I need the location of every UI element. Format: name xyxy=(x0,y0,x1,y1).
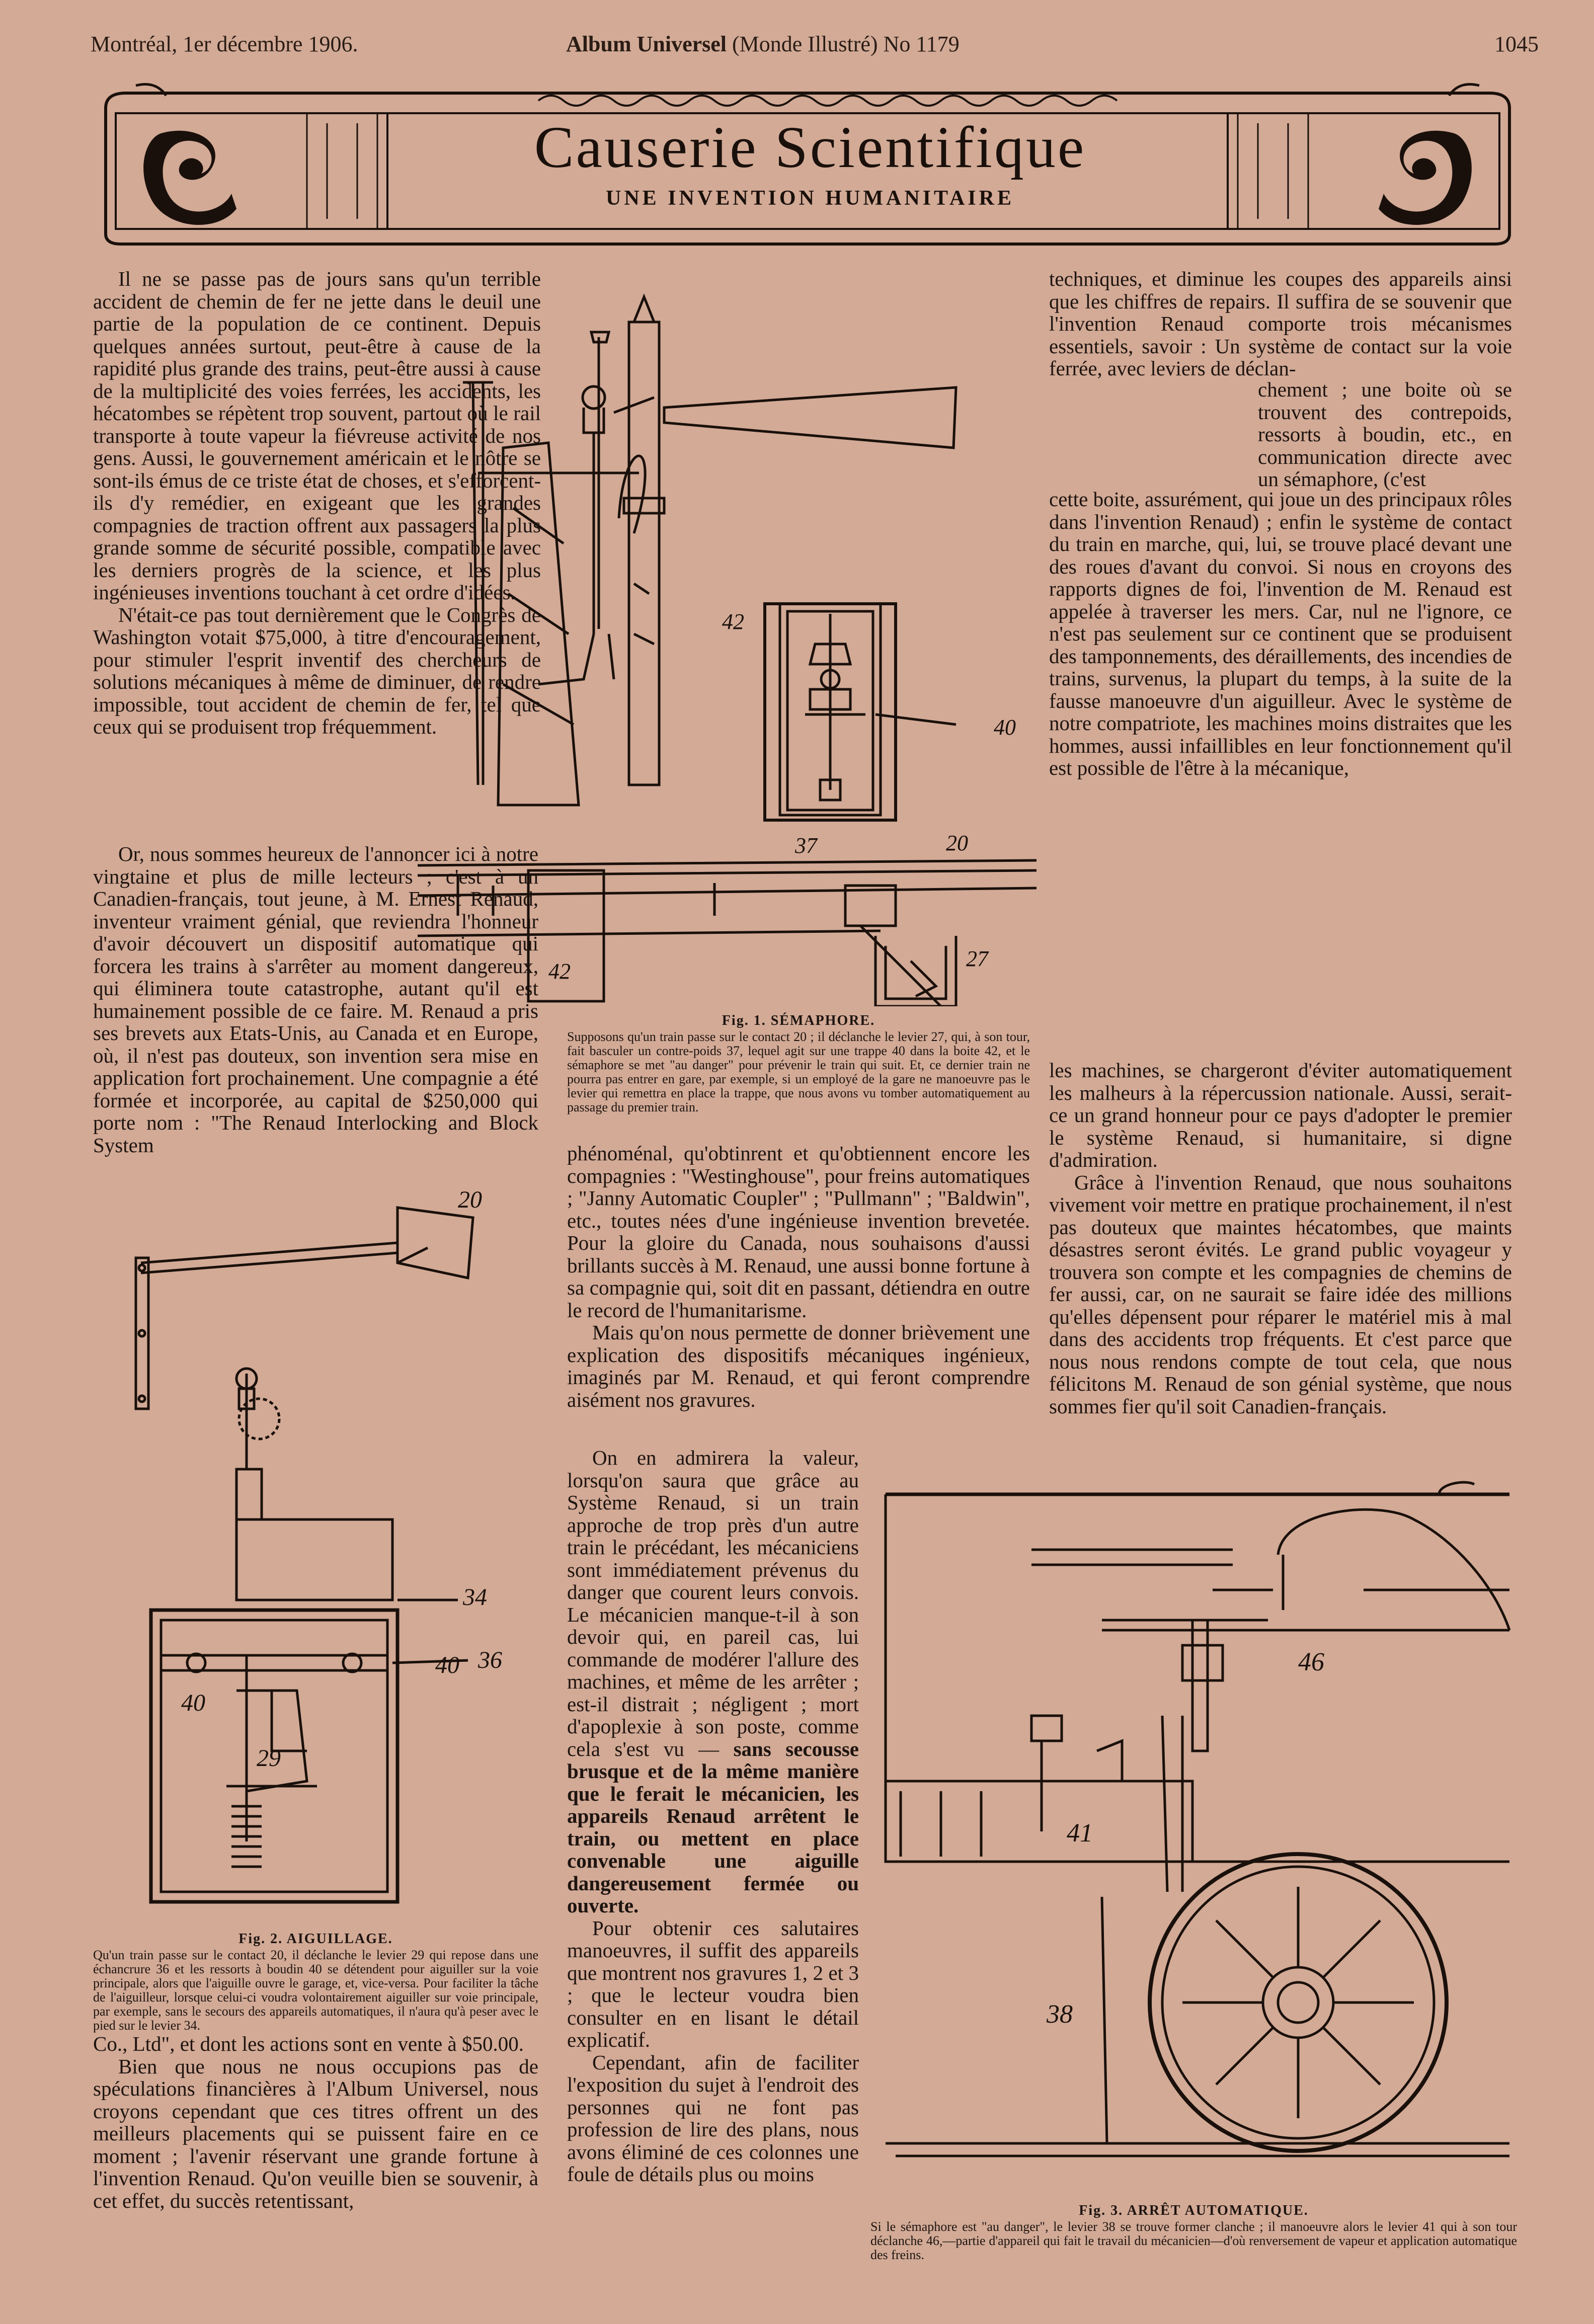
article-column-2-narrow xyxy=(567,1447,859,2186)
article-column-3-top xyxy=(1049,268,1512,380)
figure-label: 46 xyxy=(1298,1648,1324,1676)
figure-label: 38 xyxy=(1047,2000,1073,2029)
paragraph: phénoménal, qu'obtinrent et qu'obtiennent encore les compagnies : "Westinghouse", pour freins automatiques ; "Janny Automatic Coupler" ; "Pullmann" ; "Baldwin", etc., toutes nées d'une ingénieuse invention brevetée. Pour la gloire du Canada, nous souhaisons d'aussi brillants succès à M. Renaud, une aussi bonne fortune à sa compagnie qui, soit dit en passant, détiendra en outre le record de l'humanitarisme. xyxy=(567,1142,1030,1322)
figure-label: 41 xyxy=(1067,1819,1093,1848)
figure-label: 42 xyxy=(722,609,744,634)
paragraph: Co., Ltd", et dont les actions sont en vente à $50.00. xyxy=(93,2032,524,2055)
paragraph: Cependant, afin de faciliter l'exposition du sujet à l'endroit des personnes qui ne font pas profession de lire des plans, nous avons éliminé de ces colonnes une foule de détails plus ou moins xyxy=(567,2050,859,2186)
figure-automatic-stop xyxy=(881,1479,1515,2199)
figure-label: 42 xyxy=(548,959,571,984)
running-head-date: Montréal, 1er décembre 1906. xyxy=(91,32,358,56)
figure-1-caption xyxy=(567,1014,1030,1114)
paragraph: techniques, et diminue les coupes des appareils ainsi que les chiffres de repairs. Il suffira de se souvenir que l'invention Renaud comporte trois mécanismes essentiels, savoir : Un système de contact sur la voie ferrée, avec leviers de déclan- xyxy=(1049,267,1512,380)
paragraph: Or, nous sommes heureux de l'annoncer ici à notre vingtaine et plus de mille lecteurs ; c'est à un Canadien-français, tout jeune, à M. Ernest Renaud, inventeur vraiment génial, que reviendra l'honneur d'avoir découvert un dispositif automatique qui forcera les trains à s'arrêter au moment dangereux, qui éliminera toute catastrophe, autant qu'il est humainement possible de ce faire. M. Renaud a pris ses brevets aux Etats-Unis, au Canada et en Europe, où, il n'est pas douteux, son invention sera mise en application fort prochainement. Une compagnie a été formée et incorporée, au capital de $250,000 qui porte nom : "The Renaud Interlocking and Block System xyxy=(93,842,538,1157)
article-column-3-narrow xyxy=(1258,378,1512,491)
article-column-3-middle xyxy=(1049,488,1512,779)
running-head-publication xyxy=(566,31,1044,57)
emphasis-text: sans secousse brusque et de la même manière que le ferait le mécanicien, les appareils Renaud arrêtent le train, ou mettent en place convenable une aiguille dangereusement fermée ou ouverte. xyxy=(567,1737,859,1917)
section-title: Causerie Scientifique xyxy=(534,114,1086,180)
figure-1-caption-text: Supposons qu'un train passe sur le contact 20 ; il déclanche le levier 27, qui, à son tour, fait basculer un contre-poids 37, lequel agit sur une trappe 40 dans la boite 42, et le sémaphore se met "au danger" pour prévenir le train qui suit. Et, ce dernier train ne pourra pas entrer en gare, par exemple, si un employé de la gare ne manoeuvre pas le levier qui remettra en place la trappe, que nous avons vu tomber automatiquement au passage du premier train. xyxy=(567,1029,1030,1114)
article-column-2-top xyxy=(567,1142,1030,1411)
figure-label: 40 xyxy=(181,1690,205,1716)
publication-issue: (Monde Illustré) No 1179 xyxy=(727,32,960,56)
figure-label: 40 xyxy=(435,1652,459,1678)
section-subtitle: UNE INVENTION HUMANITAIRE xyxy=(606,187,1014,210)
figure-3-title: Fig. 3. ARRÊT AUTOMATIQUE. xyxy=(1079,2203,1309,2218)
figure-1-title: Fig. 1. SÉMAPHORE. xyxy=(722,1013,875,1028)
figure-label: 34 xyxy=(463,1584,487,1611)
figure-switch xyxy=(96,1187,538,1932)
figure-label: 29 xyxy=(257,1745,281,1772)
paragraph: chement ; une boite où se trouvent des contrepoids, ressorts à boudin, etc., en communication directe avec un sémaphore, (c'est xyxy=(1258,378,1512,491)
article-column-3-bottom xyxy=(1049,1059,1512,1417)
figure-2-caption-text: Qu'un train passe sur le contact 20, il déclanche le levier 29 qui repose dans une échancrure 36 et les ressorts à boudin 40 se détendent pour aiguiller sur la voie principale, alors que l'aiguille ouvre le garage, et, vice-versa. Pour faciliter la tâche de l'aiguilleur, lorsque celui-ci voudra volontairement aiguiller sur voie principale, par exemple, sans le secours des appareils automatiques, il n'aura qu'à peser avec le pied sur le levier 34. xyxy=(93,1948,538,2033)
section-banner xyxy=(96,83,1520,249)
figure-label: 37 xyxy=(795,833,817,858)
paragraph: Il ne se passe pas de jours sans qu'un terrible accident de chemin de fer ne jette dans le deuil une partie de la population de ce continent. Depuis quelques années surtout, peut-être à cause de la rapidité plus grande des trains, peut-être aussi à cause de la multiplicité des voies ferrées, les accidents, les hécatombes se répètent trop souvent, partout où le rail transporte à toute vapeur la fiévreuse activité de nos gens. Aussi, le gouvernement américain et le nôtre se sont-ils émus de ce triste état de choses, et s'efforcent-ils d'y remédier, en exigeant que les grandes compagnies de traction offrent aux passagers la plus grande somme de sécurité possible, compatible avec les derniers progrès de la science, et les plus ingénieuses inventions touchant à cet ordre d'idées. xyxy=(93,267,541,604)
publication-title: Album Universel xyxy=(566,32,727,56)
paragraph: Grâce à l'invention Renaud, que nous souhaitons vivement voir mettre en pratique prochainement, il n'est pas douteux que maintes hécatombes, que maints désastres seront évités. Le grand public voyageur y trouvera son compte et les compagnies de chemins de fer aussi, car, on ne saurait se faire idée des millions qu'elles dépensent pour réparer le matériel mis à mal dans des accidents trop fréquents. Et c'est parce que nous nous rendons compte de tout cela, que nous félicitons M. Renaud de son génial système, que nous sommes fier qu'il soit Canadien-français. xyxy=(1049,1170,1512,1418)
paragraph xyxy=(567,1447,859,1917)
paragraph: Pour obtenir ces salutaires manoeuvres, il suffit des appareils que montrent nos gravures 1, 2 et 3 ; que le lecteur voudra bien consulter en en lisant le détail explicatif. xyxy=(567,1916,859,2051)
figure-2-title: Fig. 2. AIGUILLAGE. xyxy=(238,1931,393,1947)
figure-3-caption-text: Si le sémaphore est "au danger", le levier 38 se trouve former clanche ; il manoeuvre alors le levier 41 qui à son tour déclanche 46,—partie d'appareil qui fait le travail du mécanicien—d'où renversement de vapeur et application automatique des freins. xyxy=(870,2219,1517,2262)
article-column-1-bottom xyxy=(93,2033,538,2212)
page-number: 1045 xyxy=(1494,32,1539,56)
figure-label: 27 xyxy=(966,946,988,971)
paragraph: N'était-ce pas tout dernièrement que le Congrès de Washington votait $75,000, à titre d'encouragement, pour stimuler l'esprit inventif des chercheurs de solutions mécaniques à même de diminuer, de rendre impossible, tout accident de chemin de fer, tel que ceux qui se produisent trop fréquemment. xyxy=(93,603,541,738)
figure-3-caption xyxy=(870,2204,1517,2262)
paragraph: Bien que nous ne nous occupions pas de spéculations financières à l'Album Universel, nous croyons cependant que ces titres offrent un des meilleurs placements qui se puissent faire en ce moment ; l'avenir réservant une grande fortune à l'invention Renaud. Qu'on veuille bien se souvenir, à cet effet, du succès retentissant, xyxy=(93,2054,538,2212)
figure-2-caption xyxy=(93,1932,538,2033)
figure-label: 20 xyxy=(458,1187,482,1213)
figure-label: 40 xyxy=(994,715,1016,740)
paragraph: Mais qu'on nous permette de donner brièvement une explication des dispositifs mécaniques ingénieux, imaginés par M. Renaud, et qui feront comprendre aisément nos gravures. xyxy=(567,1321,1030,1411)
paragraph-text: On en admirera la valeur, lorsqu'on saura que grâce au Système Renaud, si un train approche de trop près d'un autre train le précédant, les mécaniciens sont immédiatement prévenus du danger que courent leurs convois. Le mécanicien manque-t-il à son devoir qui, en pareil cas, lui commande de modérer l'allure des machines, et même de les arrêter ; est-il distrait ; négligent ; mort d'apoplexie à son poste, comme cela s'est vu — xyxy=(567,1446,859,1760)
paragraph: les machines, se chargeront d'éviter automatiquement les malheurs à la répercussion nationale. Aussi, serait-ce un grand honneur pour ce pays d'adopter le premier le système Renaud, si humanitaire, si digne d'admiration. xyxy=(1049,1059,1512,1171)
paragraph: cette boite, assurément, qui joue un des principaux rôles dans l'invention Renaud) ; enfin le système de contact du train en marche, qui, lui, se trouve placé devant une des roues d'avant du convoi. Si nous en croyons des rapports dignes de foi, l'invention de M. Renaud est appelée à traverser les mers. Car, nul ne l'ignore, ce n'est pas seulement sur ce continent que se produisent des tamponnements, des déraillements, des incendies de trains, survenus, la plupart du temps, à la suite de la fausse manoeuvre d'un aiguilleur. Avec le système de notre compatriote, les machines moins distraites que les hommes, aussi infaillibles en leur fonctionnement qu'il est possible de l'être à la mécanique, xyxy=(1049,488,1512,779)
figure-label: 20 xyxy=(946,831,968,855)
figure-label: 36 xyxy=(478,1647,502,1673)
figure-semaphore xyxy=(413,282,1037,1006)
